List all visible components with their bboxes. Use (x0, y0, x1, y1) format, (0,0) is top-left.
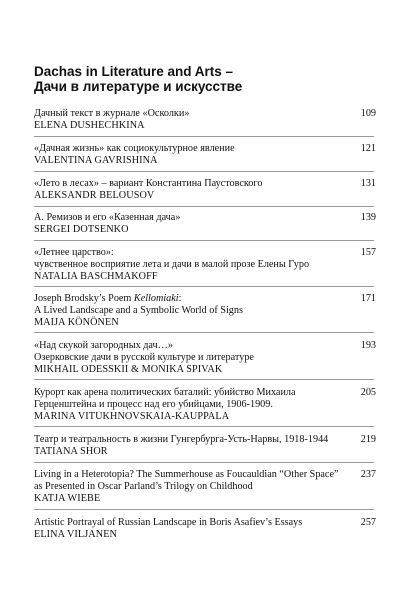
entry-title: А. Ремизов и его «Казенная дача» (34, 212, 181, 223)
toc-entry[interactable] (34, 178, 374, 202)
divider (34, 240, 374, 241)
section-title-line-1: Dachas in Literature and Arts – (34, 64, 234, 79)
entry-page-number: 257 (360, 517, 376, 528)
divider (34, 509, 374, 510)
entry-page-number: 171 (360, 293, 376, 304)
entry-title: «Над скукой загородных дач…» (34, 340, 173, 351)
entry-title-punctuation: : (178, 293, 182, 304)
entry-author: TATIANA SHOR (34, 445, 108, 457)
divider (34, 206, 374, 207)
entry-title: Artistic Portrayal of Russian Landscape in Boris Asafiev’s Essays (34, 517, 303, 528)
toc-entry[interactable] (34, 517, 374, 541)
entry-title-continued: A Lived Landscape and a Symbolic World of Signs (34, 304, 243, 316)
entry-author: VALENTINA GAVRISHINA (34, 154, 158, 166)
entry-title: «Дачная жизнь» как социокультурное явление (34, 143, 235, 154)
divider (34, 286, 374, 287)
divider (34, 426, 374, 427)
entry-title (34, 293, 374, 305)
entry-author: KATJA WIEBE (34, 492, 101, 504)
entry-title: Living in a Heterotopia? The Summerhouse as Foucauldian “Other Space” (34, 469, 339, 480)
entry-page-number: 157 (360, 247, 376, 258)
entry-author: ELENA DUSHECHKINA (34, 119, 145, 131)
entry-title-text: Joseph Brodsky’s Poem (34, 293, 134, 304)
entry-page-number: 121 (360, 143, 376, 154)
toc-entry[interactable] (34, 387, 374, 422)
entry-author: MIKHAIL ODESSKII & MONIKA SPIVAK (34, 363, 223, 375)
toc-entry[interactable] (34, 143, 374, 167)
entry-title: Дачный текст в журнале «Осколки» (34, 108, 190, 119)
divider (34, 379, 374, 380)
entry-page-number: 109 (360, 108, 376, 119)
entry-title: «Летнее царство»: (34, 247, 114, 258)
entry-title-continued: as Presented in Oscar Parland’s Trilogy on Childhood (34, 480, 253, 492)
entry-author: SERGEI DOTSENKO (34, 223, 129, 235)
section-title (34, 64, 384, 94)
entry-title-continued: Озерковские дачи в русской культуре и литературе (34, 351, 254, 363)
toc-entry[interactable] (34, 212, 374, 236)
entry-author: ALEKSANDR BELOUSOV (34, 189, 155, 201)
divider (34, 462, 374, 463)
toc-entry[interactable] (34, 469, 374, 504)
entry-page-number: 219 (360, 434, 376, 445)
entry-title-italic: Kellomiaki (133, 293, 179, 304)
entry-author: NATALIA BASCHMAKOFF (34, 270, 158, 282)
toc-entry[interactable] (34, 108, 374, 132)
entry-title: Театр и театральность в жизни Гунгербурга-Усть-Нарвы, 1918-1944 (34, 434, 329, 445)
entry-page-number: 131 (360, 178, 376, 189)
entry-page-number: 139 (360, 212, 376, 223)
toc-entry[interactable] (34, 293, 374, 328)
entry-author: MAIJA KÖNÖNEN (34, 316, 119, 328)
entry-title-continued: чувственное восприятие лета и дачи в малой прозе Елены Гуро (34, 258, 310, 270)
divider (34, 332, 374, 333)
entry-page-number: 205 (360, 387, 376, 398)
entry-author: ELINA VILJANEN (34, 528, 117, 540)
entry-title: Курорт как арена политических баталий: убийство Михаила (34, 387, 296, 398)
divider (34, 171, 374, 172)
section-title-line-2: Дачи в литературе и искусстве (34, 79, 243, 94)
toc-entry[interactable] (34, 247, 374, 282)
entry-title-continued: Герценштейна и процесс над его убийцами, 1906-1909. (34, 398, 273, 410)
entry-author: MARINA VITUKHNOVSKAIA-KAUPPALA (34, 410, 230, 422)
entry-page-number: 193 (360, 340, 376, 351)
toc-entry[interactable] (34, 434, 374, 458)
entry-page-number: 237 (360, 469, 376, 480)
divider (34, 136, 374, 137)
entry-title: «Лето в лесах» – вариант Константина Паустовского (34, 178, 263, 189)
toc-entry[interactable] (34, 340, 374, 375)
